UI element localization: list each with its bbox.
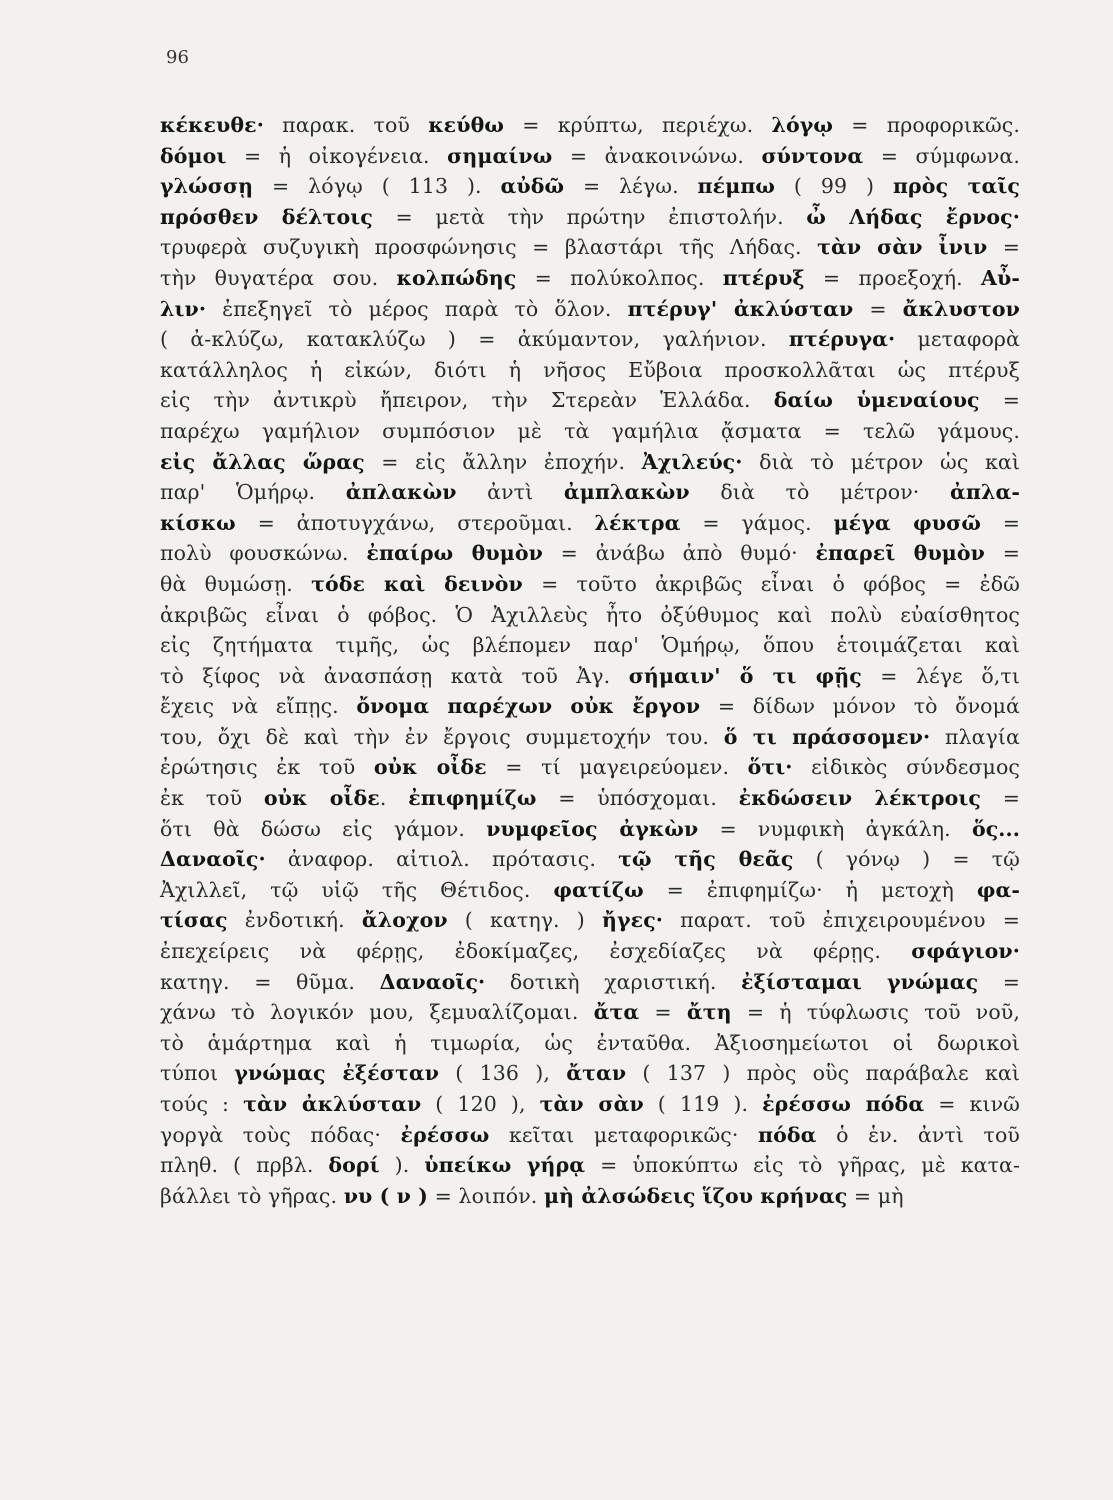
headword: πτέρυξ bbox=[722, 265, 805, 290]
gloss-text: ἔχεις νὰ εἴπῃς. bbox=[160, 694, 357, 719]
gloss-text: ( 119 ). bbox=[643, 1092, 763, 1116]
text-line bbox=[160, 416, 1020, 447]
gloss-text: = bbox=[639, 1000, 687, 1025]
text-line bbox=[160, 752, 1020, 783]
headword: ὅς... bbox=[971, 816, 1021, 841]
gloss-text: τὸ ξίφος νὰ ἀνασπάσῃ κατὰ τοῦ Ἀγ. bbox=[160, 663, 629, 688]
headword: σύντονα bbox=[761, 143, 864, 168]
headword: Δαναοῖς· bbox=[379, 969, 486, 994]
gloss-text: τὴν θυγατέρα σου. bbox=[160, 265, 397, 290]
gloss-text: τρυφερὰ συζυγικὴ προσφώνησις = βλαστάρι τῆς Λήδας. bbox=[160, 235, 818, 260]
gloss-text: = bbox=[981, 786, 1021, 811]
gloss-text: ( κατηγ. ) bbox=[447, 908, 603, 933]
gloss-text: γοργὰ τοὺς πόδας· bbox=[160, 1122, 401, 1147]
gloss-text: ( 136 ), bbox=[439, 1061, 567, 1086]
headword: πέμπω bbox=[697, 174, 776, 199]
gloss-text: = εἰς ἄλλην ἐποχήν. bbox=[364, 449, 642, 474]
headword: πρὸς ταῖς bbox=[892, 174, 1020, 199]
headword: σημαίνω bbox=[447, 143, 553, 168]
headword: λόγῳ bbox=[771, 113, 833, 137]
headword: τὰν ἀκλύσταν bbox=[243, 1092, 422, 1116]
gloss-text: ὁ ἑν. ἀντὶ τοῦ bbox=[816, 1122, 1020, 1147]
gloss-text: ( γόνῳ ) = τῷ bbox=[793, 847, 1020, 872]
headword: ἐπαρεῖ θυμὸν bbox=[815, 541, 985, 566]
gloss-text: πλαγία bbox=[930, 724, 1020, 749]
headword: δορί bbox=[328, 1153, 380, 1178]
headword: ἐπαίρω θυμὸν bbox=[366, 541, 543, 566]
headword: κίσκω bbox=[160, 510, 236, 535]
headword: Ἀχιλεύς· bbox=[641, 449, 743, 474]
headword: τίσας bbox=[160, 908, 228, 933]
gloss-text: δοτικὴ χαριστική. bbox=[485, 969, 742, 994]
gloss-text: = λέγε ὅ,τι bbox=[861, 663, 1020, 688]
headword: ἐπιφημίζω bbox=[408, 786, 537, 811]
gloss-text: ἐπεχείρεις νὰ φέρῃς, ἐδοκίμαζες, ἐσχεδίαζες νὰ φέρῃς. bbox=[160, 939, 912, 964]
text-line bbox=[160, 814, 1020, 845]
gloss-text: εἰδικὸς σύνδεσμος bbox=[792, 755, 1020, 780]
headword: φα- bbox=[976, 877, 1020, 902]
gloss-text: τὸ ἁμάρτημα καὶ ἡ τιμωρία, ὡς ἐνταῦθα. Ἀξιοσημείωτοι οἱ δωρικοὶ bbox=[160, 1030, 1020, 1055]
gloss-text: χάνω τὸ λογικόν μου, ξεμυαλίζομαι. bbox=[160, 1000, 594, 1025]
text-line bbox=[160, 477, 1020, 508]
gloss-text: παρ' Ὁμήρῳ. bbox=[160, 480, 346, 505]
gloss-text: = μετὰ τὴν πρώτην ἐπιστολήν. bbox=[372, 204, 807, 229]
gloss-text: ἐπεξηγεῖ τὸ μέρος παρὰ τὸ ὅλον. bbox=[206, 296, 628, 321]
headword: λέκτρα bbox=[594, 510, 681, 535]
gloss-text: εἰς ζητήματα τιμῆς, ὡς βλέπομεν παρ' Ὁμήρῳ, ὅπου ἑτοιμάζεται καὶ bbox=[160, 633, 1020, 658]
gloss-text: = ἐπιφημίζω· ἡ μετοχὴ bbox=[643, 877, 977, 902]
gloss-text: βάλλει τὸ γῆρας. bbox=[160, 1183, 344, 1208]
headword: πτέρυγ' ἀκλύσταν bbox=[627, 296, 854, 321]
gloss-text: = bbox=[984, 541, 1020, 566]
headword: κεύθω bbox=[428, 113, 504, 137]
headword: οὐκ οἶδε bbox=[263, 786, 380, 811]
text-line bbox=[160, 1150, 1020, 1181]
headword: ἀπλακὼν bbox=[345, 480, 457, 505]
text-line bbox=[160, 600, 1020, 631]
text-line bbox=[160, 294, 1020, 325]
gloss-text: = λοιπόν. bbox=[428, 1183, 544, 1208]
gloss-text: = γάμος. bbox=[680, 510, 834, 535]
gloss-text: τύποι bbox=[160, 1061, 235, 1086]
page-number: 96 bbox=[166, 47, 189, 68]
gloss-text: ἀναφορ. αἰτιολ. πρότασις. bbox=[265, 847, 619, 872]
headword: τὰν σὰν bbox=[539, 1092, 644, 1116]
gloss-text: ὅτι θὰ δώσω εἰς γάμον. bbox=[160, 816, 487, 841]
headword: κέκευθε· bbox=[160, 113, 264, 137]
text-line bbox=[160, 783, 1020, 814]
text-line bbox=[160, 997, 1020, 1028]
gloss-text: πληθ. ( πρβλ. bbox=[160, 1153, 329, 1178]
gloss-text: = κινῶ bbox=[924, 1092, 1020, 1116]
headword: σφάγιον· bbox=[911, 939, 1020, 964]
gloss-text: = δίδων μόνον τὸ ὄνομά bbox=[700, 694, 1020, 719]
gloss-text: ἐνδοτική. bbox=[227, 908, 362, 933]
gloss-text: ( 99 ) bbox=[775, 174, 893, 199]
gloss-text: πολὺ φουσκώνω. bbox=[160, 541, 367, 566]
text-line bbox=[160, 538, 1020, 569]
gloss-text: ( ἀ-κλύζω, κατακλύζω ) = ἀκύμαντον, γαλήνιον. bbox=[160, 327, 789, 352]
gloss-text: = ἀνακοινώνω. bbox=[552, 143, 762, 168]
headword: ἀπλα- bbox=[950, 480, 1020, 505]
headword: ἐρέσσω bbox=[400, 1122, 490, 1147]
gloss-text: ). bbox=[379, 1153, 425, 1178]
gloss-text: κατηγ. = θῦμα. bbox=[160, 969, 380, 994]
headword: οὐκ οἶδε bbox=[373, 755, 487, 780]
headword: Δαναοῖς· bbox=[160, 847, 266, 872]
headword: ἐκδώσειν λέκτροις bbox=[738, 786, 982, 811]
text-line bbox=[160, 569, 1020, 600]
text-line bbox=[160, 1120, 1020, 1151]
gloss-text: = νυμφικὴ ἀγκάλη. bbox=[698, 816, 972, 841]
text-line bbox=[160, 508, 1020, 539]
gloss-text: = λόγῳ ( 113 ). bbox=[253, 174, 501, 199]
text-line bbox=[160, 1058, 1020, 1089]
headword: λιν· bbox=[160, 296, 207, 321]
text-line bbox=[160, 936, 1020, 967]
headword: τῷ τῆς θεᾶς bbox=[618, 847, 794, 872]
gloss-text: του, ὄχι δὲ καὶ τὴν ἐν ἔργοις συμμετοχήν του. bbox=[160, 724, 724, 749]
gloss-text: ( 137 ) πρὸς οὓς παράβαλε καὶ bbox=[626, 1061, 1020, 1086]
gloss-text: κατάλληλος ἡ εἰκών, διότι ἡ νῆσος Εὔβοια προσκολλᾶται ὡς πτέρυξ bbox=[160, 357, 1020, 382]
headword: εἰς ἄλλας ὥρας bbox=[160, 449, 365, 474]
gloss-text: = σύμφωνα. bbox=[863, 143, 1020, 168]
gloss-text: = ἡ οἰκογένεια. bbox=[226, 143, 448, 168]
text-line bbox=[160, 141, 1020, 172]
gloss-text: παρέχω γαμήλιον συμπόσιον μὲ τὰ γαμήλια ᾄσματα = τελῶ γάμους. bbox=[160, 418, 1020, 443]
gloss-text: = bbox=[853, 296, 903, 321]
headword: πρόσθεν δέλτοις bbox=[160, 204, 373, 229]
text-line bbox=[160, 263, 1020, 294]
headword: Αὖ- bbox=[981, 265, 1020, 290]
text-line bbox=[160, 1028, 1020, 1059]
headword: ὅ τι πράσσομεν· bbox=[723, 724, 931, 749]
text-line bbox=[160, 232, 1020, 263]
text-line bbox=[160, 875, 1020, 906]
headword: τόδε καὶ δεινὸν bbox=[311, 571, 523, 596]
headword: νυ ( ν ) bbox=[343, 1183, 428, 1208]
text-line bbox=[160, 324, 1020, 355]
headword: πόδα bbox=[758, 1122, 817, 1147]
gloss-text: = ὑπόσχομαι. bbox=[536, 786, 739, 811]
gloss-text: . bbox=[379, 786, 409, 811]
gloss-text: = προφορικῶς. bbox=[832, 113, 1020, 137]
headword: σήμαιν' ὅ τι φῇς bbox=[628, 663, 862, 688]
headword: μέγα φυσῶ bbox=[833, 510, 981, 535]
headword: νυμφεῖος ἀγκὼν bbox=[486, 816, 699, 841]
headword: ὦ Λήδας ἔρνος· bbox=[806, 204, 1020, 229]
gloss-text: = λέγω. bbox=[564, 174, 698, 199]
gloss-text: = πολύκολπος. bbox=[516, 265, 723, 290]
text-line bbox=[160, 722, 1020, 753]
gloss-text: τούς : bbox=[160, 1092, 244, 1116]
gloss-text: θὰ θυμώσῃ. bbox=[160, 571, 312, 596]
gloss-text: εἰς τὴν ἀντικρὺ ἤπειρον, τὴν Στερεὰν Ἑλλάδα. bbox=[160, 388, 774, 413]
gloss-text: Ἀχιλλεῖ, τῷ υἱῷ τῆς Θέτιδος. bbox=[160, 877, 554, 902]
gloss-text: = τί μαγειρεύομεν. bbox=[486, 755, 748, 780]
headword: ἄτη bbox=[686, 1000, 732, 1025]
gloss-text: = μὴ bbox=[847, 1183, 904, 1208]
text-line bbox=[160, 202, 1020, 233]
headword: πτέρυγα· bbox=[788, 327, 896, 352]
headword: ἤγες· bbox=[602, 908, 664, 933]
headword: ἄλοχον bbox=[361, 908, 448, 933]
headword: κολπώδης bbox=[396, 265, 517, 290]
gloss-text: ἀντὶ bbox=[456, 480, 564, 505]
gloss-text: ἐρώτησις ἐκ τοῦ bbox=[160, 755, 374, 780]
gloss-text: = bbox=[978, 969, 1021, 994]
text-line bbox=[160, 1089, 1020, 1120]
headword: ὑπείκω γήρᾳ bbox=[424, 1153, 586, 1178]
gloss-text: = bbox=[979, 388, 1020, 413]
headword: τὰν σὰν ἶνιν bbox=[817, 235, 988, 260]
text-line bbox=[160, 1181, 1020, 1212]
text-line bbox=[160, 967, 1020, 998]
gloss-text: = ἀνάβω ἀπὸ θυμό· bbox=[542, 541, 816, 566]
headword: γνώμας ἐξέσταν bbox=[234, 1061, 440, 1086]
commentary-text bbox=[160, 110, 1020, 1211]
text-line bbox=[160, 905, 1020, 936]
gloss-text: = προεξοχή. bbox=[804, 265, 982, 290]
text-line bbox=[160, 661, 1020, 692]
gloss-text: = ὑποκύπτω εἰς τὸ γῆρας, μὲ κατα- bbox=[585, 1153, 1020, 1178]
gloss-text: παρατ. τοῦ ἐπιχειρουμένου = bbox=[663, 908, 1020, 933]
gloss-text: = bbox=[987, 235, 1020, 260]
headword: μὴ ἀλσώδεις ἵζου κρήνας bbox=[544, 1183, 848, 1208]
text-line bbox=[160, 630, 1020, 661]
gloss-text: = κρύπτω, περιέχω. bbox=[503, 113, 772, 137]
gloss-text: ἀκριβῶς εἶναι ὁ φόβος. Ὁ Ἀχιλλεὺς ἦτο ὀξύθυμος καὶ πολὺ εὐαίσθητος bbox=[160, 602, 1020, 627]
headword: ἀμπλακὼν bbox=[563, 480, 690, 505]
text-line bbox=[160, 110, 1020, 141]
text-line bbox=[160, 447, 1020, 478]
headword: ἄτα bbox=[593, 1000, 640, 1025]
headword: γλώσσῃ bbox=[160, 174, 254, 199]
gloss-text: = ἡ τύφλωσις τοῦ νοῦ, bbox=[731, 1000, 1020, 1025]
headword: αὐδῶ bbox=[500, 174, 565, 199]
headword: ὄνομα παρέχων οὐκ ἔργον bbox=[356, 694, 701, 719]
text-line bbox=[160, 844, 1020, 875]
gloss-text: = ἀποτυγχάνω, στεροῦμαι. bbox=[235, 510, 595, 535]
gloss-text: κεῖται μεταφορικῶς· bbox=[489, 1122, 759, 1147]
text-line bbox=[160, 385, 1020, 416]
headword: ὅτι· bbox=[747, 755, 793, 780]
gloss-text: παρακ. τοῦ bbox=[263, 113, 429, 137]
gloss-text: μεταφορὰ bbox=[895, 327, 1020, 352]
headword: φατίζω bbox=[553, 877, 644, 902]
text-line bbox=[160, 355, 1020, 386]
headword: δαίω ὑμεναίους bbox=[773, 388, 980, 413]
headword: ἐρέσσω πόδα bbox=[762, 1092, 925, 1116]
gloss-text: διὰ τὸ μέτρον· bbox=[689, 480, 951, 505]
headword: ἐξίσταμαι γνώμας bbox=[741, 969, 979, 994]
headword: ἄκλυστον bbox=[902, 296, 1020, 321]
gloss-text: διὰ τὸ μέτρον ὡς καὶ bbox=[742, 449, 1021, 474]
gloss-text: = τοῦτο ἀκριβῶς εἶναι ὁ φόβος = ἐδῶ bbox=[522, 571, 1020, 596]
text-line bbox=[160, 691, 1020, 722]
gloss-text: ἐκ τοῦ bbox=[160, 786, 264, 811]
gloss-text: ( 120 ), bbox=[421, 1092, 540, 1116]
gloss-text: = bbox=[980, 510, 1020, 535]
text-line bbox=[160, 171, 1020, 202]
headword: δόμοι bbox=[160, 143, 227, 168]
headword: ἄταν bbox=[566, 1061, 627, 1086]
